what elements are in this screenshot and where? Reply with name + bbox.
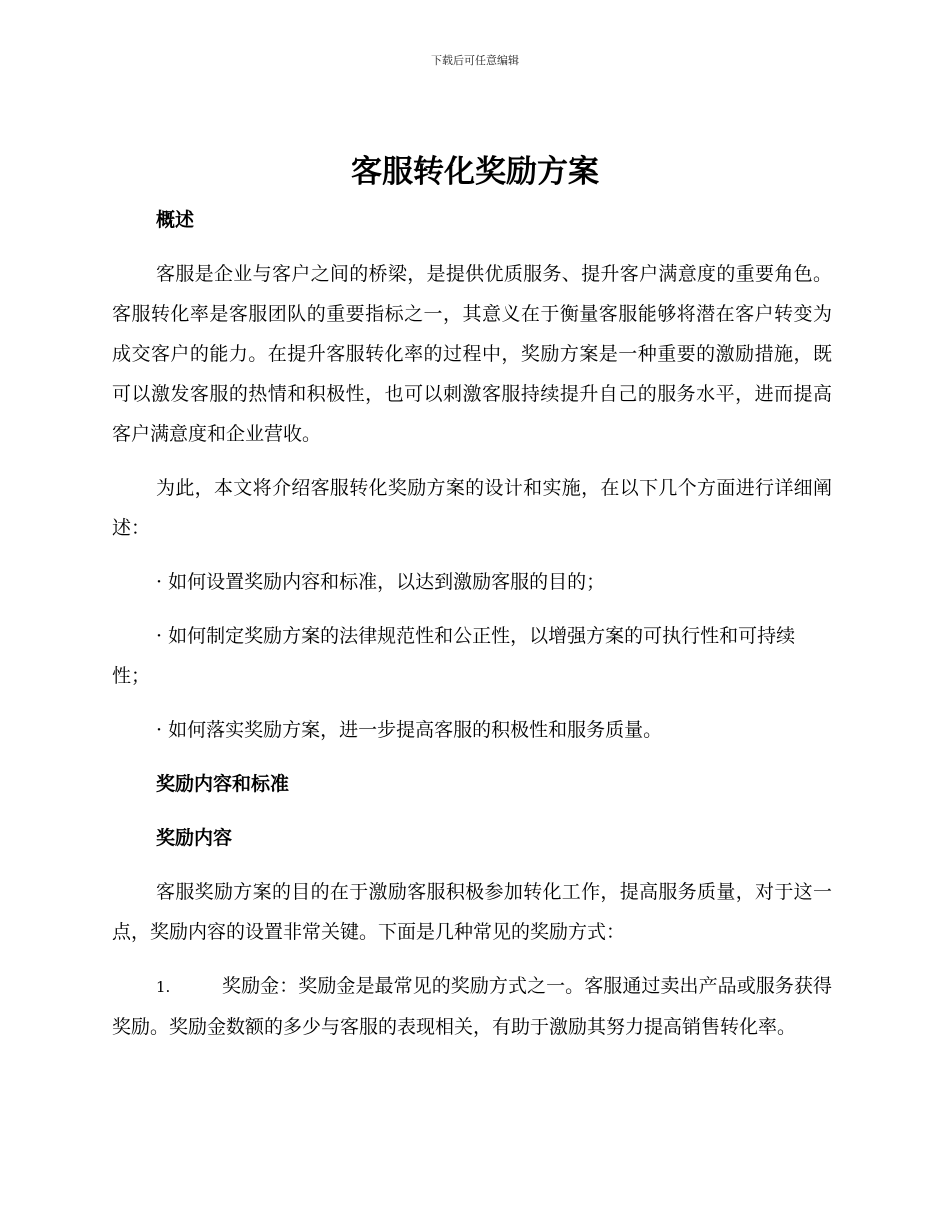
- overview-heading: 概述: [156, 209, 195, 231]
- paragraph-intro: 客服是企业与客户之间的桥梁，是提供优质服务、提升客户满意度的重要角色。客服转化率是客服团队的重要指标之一，其意义在于衡量客服能够将潜在客户转变为成交客户的能力。在提升客服转化率的过程中，奖励方案是一种重要的激励措施，既可以激发客服的热情和积极性，也可以刺激客服持续提升自己的服务水平，进而提高客户满意度和企业营收。: [112, 263, 832, 445]
- subsection-heading: 奖励内容: [156, 827, 233, 849]
- header-note: 下载后可任意编辑: [431, 54, 519, 67]
- bullet-item: · 如何制定奖励方案的法律规范性和公正性，以增强方案的可执行性和可持续性；: [112, 625, 796, 687]
- section-heading: 奖励内容和标准: [156, 773, 290, 795]
- item-number: 1.: [156, 978, 171, 996]
- numbered-item: [112, 966, 832, 1047]
- bullet-item: · 如何落实奖励方案，进一步提高客服的积极性和服务质量。: [156, 719, 663, 741]
- document-body: [112, 200, 832, 1061]
- paragraph-reward-content: 客服奖励方案的目的在于激励客服积极参加转化工作，提高服务质量，对于这一点，奖励内容的设置非常关键。下面是几种常见的奖励方式：: [112, 881, 832, 943]
- paragraph-purpose: 为此，本文将介绍客服转化奖励方案的设计和实施，在以下几个方面进行详细阐述：: [112, 477, 832, 539]
- bullet-item: · 如何设置奖励内容和标准，以达到激励客服的目的；: [156, 571, 606, 593]
- page-title: 客服转化奖励方案: [351, 154, 599, 190]
- item-text: 奖励金：奖励金是最常见的奖励方式之一。客服通过卖出产品或服务获得奖励。奖励金数额的多少与客服的表现相关，有助于激励其努力提高销售转化率。: [112, 975, 832, 1038]
